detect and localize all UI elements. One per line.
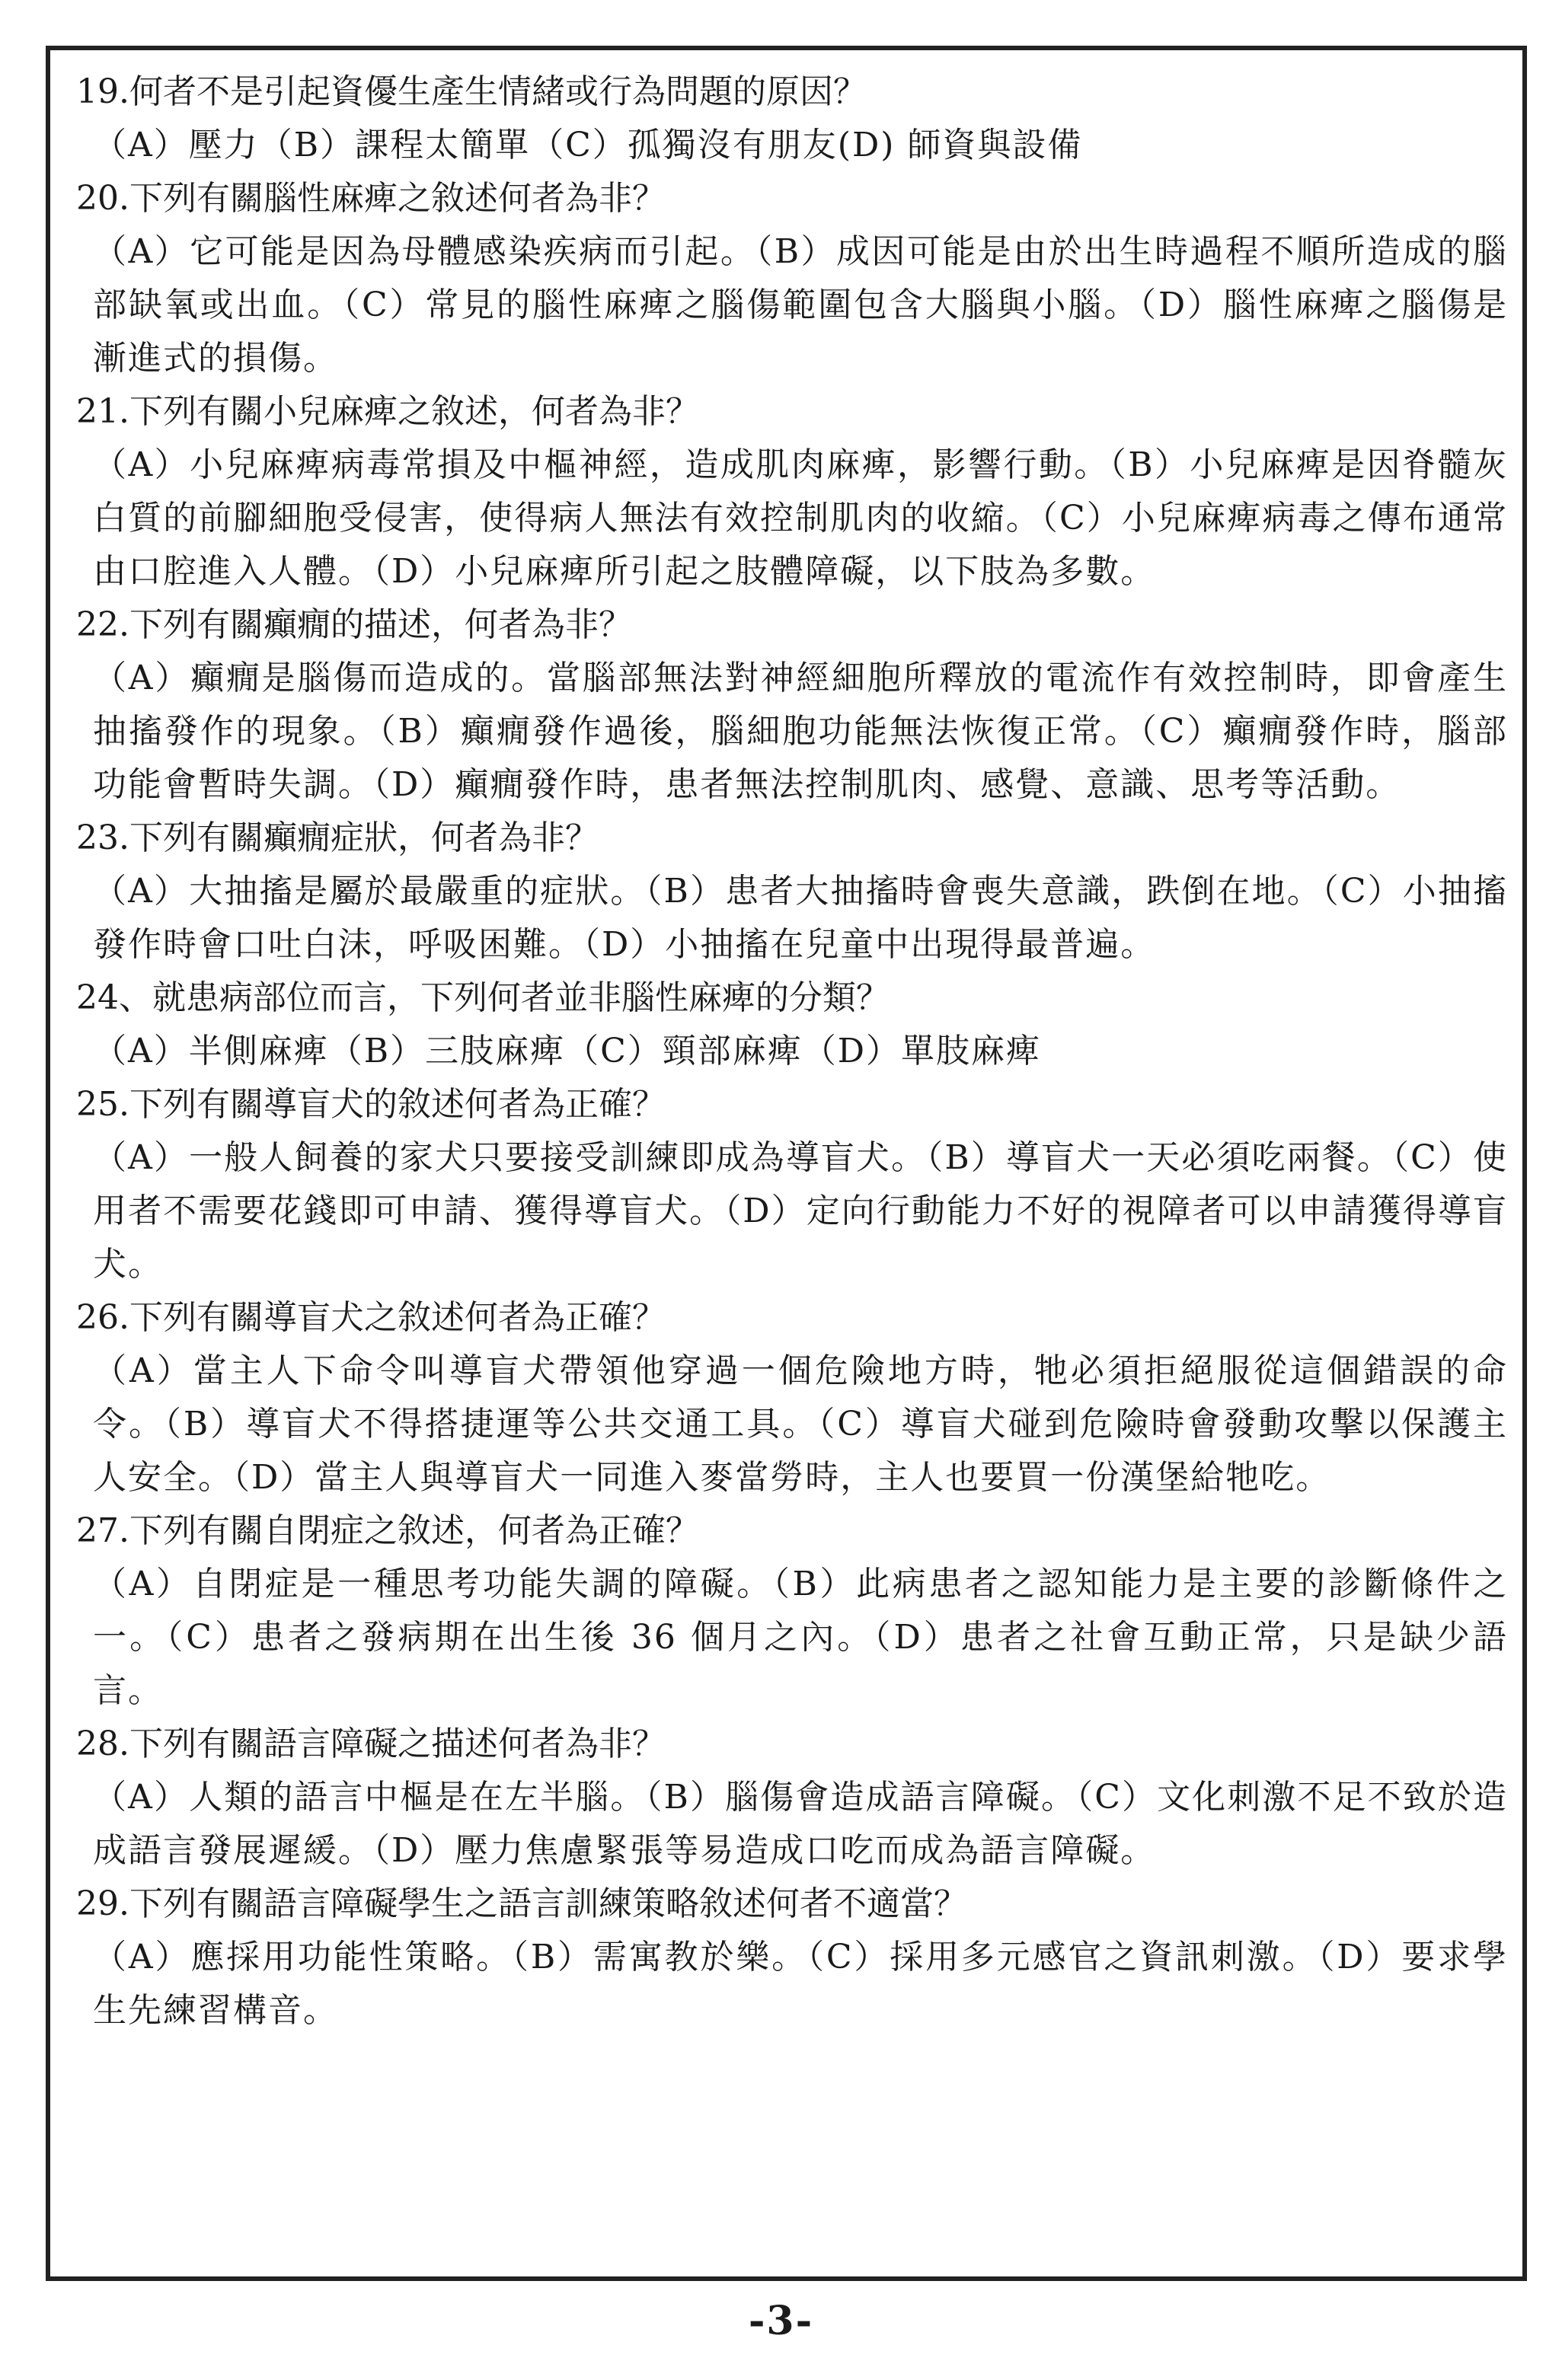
question-26: [76, 1291, 1508, 1504]
page-number: -3-: [748, 2298, 814, 2344]
question-19: [76, 65, 1508, 172]
question-20: [76, 172, 1508, 385]
exam-questions: [76, 65, 1508, 2037]
question-23: [76, 812, 1508, 971]
question-options: （A）一般人飼養的家犬只要接受訓練即成為導盲犬。（B）導盲犬一天必須吃兩餐。（C）使用者不需要花錢即可申請、獲得導盲犬。（D）定向行動能力不好的視障者可以申請獲得導盲犬。: [93, 1138, 1508, 1284]
question-options: （A）它可能是因為母體感染疾病而引起。（B）成因可能是由於出生時過程不順所造成的腦部缺氧或出血。（C）常見的腦性麻痺之腦傷範圍包含大腦與小腦。（D）腦性麻痺之腦傷是漸進式的損傷。: [93, 232, 1508, 378]
question-stem: 20.下列有關腦性麻痺之敘述何者為非？: [76, 179, 666, 218]
question-stem: 28.下列有關語言障礙之描述何者為非？: [76, 1724, 666, 1763]
question-29: [76, 1878, 1508, 2037]
question-stem: 26.下列有關導盲犬之敘述何者為正確？: [76, 1298, 666, 1337]
question-stem: 21.下列有關小兒麻痺之敘述，何者為非？: [76, 392, 699, 431]
question-options: （A）半側麻痺（B）三肢麻痺（C）頸部麻痺（D）單肢麻痺: [93, 1032, 1042, 1070]
question-options: （A）應採用功能性策略。（B）需寓教於樂。（C）採用多元感官之資訊刺激。（D）要求學生先練習構音。: [93, 1938, 1508, 2030]
question-28: [76, 1718, 1508, 1878]
question-stem: 25.下列有關導盲犬的敘述何者為正確？: [76, 1085, 666, 1124]
question-options: （A）自閉症是一種思考功能失調的障礙。（B）此病患者之認知能力是主要的診斷條件之一。（C）患者之發病期在出生後 36 個月之內。（D）患者之社會互動正常，只是缺少語言。: [93, 1565, 1508, 1710]
question-options: （A）小兒麻痺病毒常損及中樞神經，造成肌肉麻痺，影響行動。（B）小兒麻痺是因脊髓灰白質的前腳細胞受侵害，使得病人無法有效控制肌肉的收縮。（C）小兒麻痺病毒之傳布通常由口腔進入人體。（D）小兒麻痺所引起之肢體障礙，以下肢為多數。: [93, 445, 1508, 591]
question-options: （A）當主人下命令叫導盲犬帶領他穿過一個危險地方時，牠必須拒絕服從這個錯誤的命令。（B）導盲犬不得搭捷運等公共交通工具。（C）導盲犬碰到危險時會發動攻擊以保護主人安全。（D）當主人與導盲犬一同進入麥當勞時，主人也要買一份漢堡給牠吃。: [93, 1351, 1508, 1497]
question-options: （A）癲癇是腦傷而造成的。當腦部無法對神經細胞所釋放的電流作有效控制時，即會產生抽搐發作的現象。（B）癲癇發作過後，腦細胞功能無法恢復正常。（C）癲癇發作時，腦部功能會暫時失調。（D）癲癇發作時，患者無法控制肌肉、感覺、意識、思考等活動。: [93, 659, 1508, 804]
question-stem: 24、就患病部位而言，下列何者並非腦性麻痺的分類？: [76, 978, 890, 1017]
question-options: （A）人類的語言中樞是在左半腦。（B）腦傷會造成語言障礙。（C）文化刺激不足不致於造成語言發展遲緩。（D）壓力焦慮緊張等易造成口吃而成為語言障礙。: [93, 1778, 1508, 1870]
question-stem: 23.下列有關癲癇症狀，何者為非？: [76, 818, 599, 857]
question-stem: 19.何者不是引起資優生產生情緒或行為問題的原因？: [76, 72, 867, 111]
question-24: [76, 971, 1508, 1078]
question-25: [76, 1078, 1508, 1291]
question-options: （A）大抽搐是屬於最嚴重的症狀。（B）患者大抽搐時會喪失意識，跌倒在地。（C）小抽搐發作時會口吐白沫，呼吸困難。（D）小抽搐在兒童中出現得最普遍。: [93, 872, 1508, 964]
question-stem: 29.下列有關語言障礙學生之語言訓練策略敘述何者不適當？: [76, 1884, 967, 1923]
question-stem: 27.下列有關自閉症之敘述，何者為正確？: [76, 1511, 699, 1550]
question-stem: 22.下列有關癲癇的描述，何者為非？: [76, 605, 632, 644]
question-22: [76, 598, 1508, 812]
question-21: [76, 385, 1508, 598]
question-27: [76, 1504, 1508, 1718]
question-options: （A）壓力（B）課程太簡單（C）孤獨沒有朋友(D) 師資與設備: [93, 126, 1083, 164]
